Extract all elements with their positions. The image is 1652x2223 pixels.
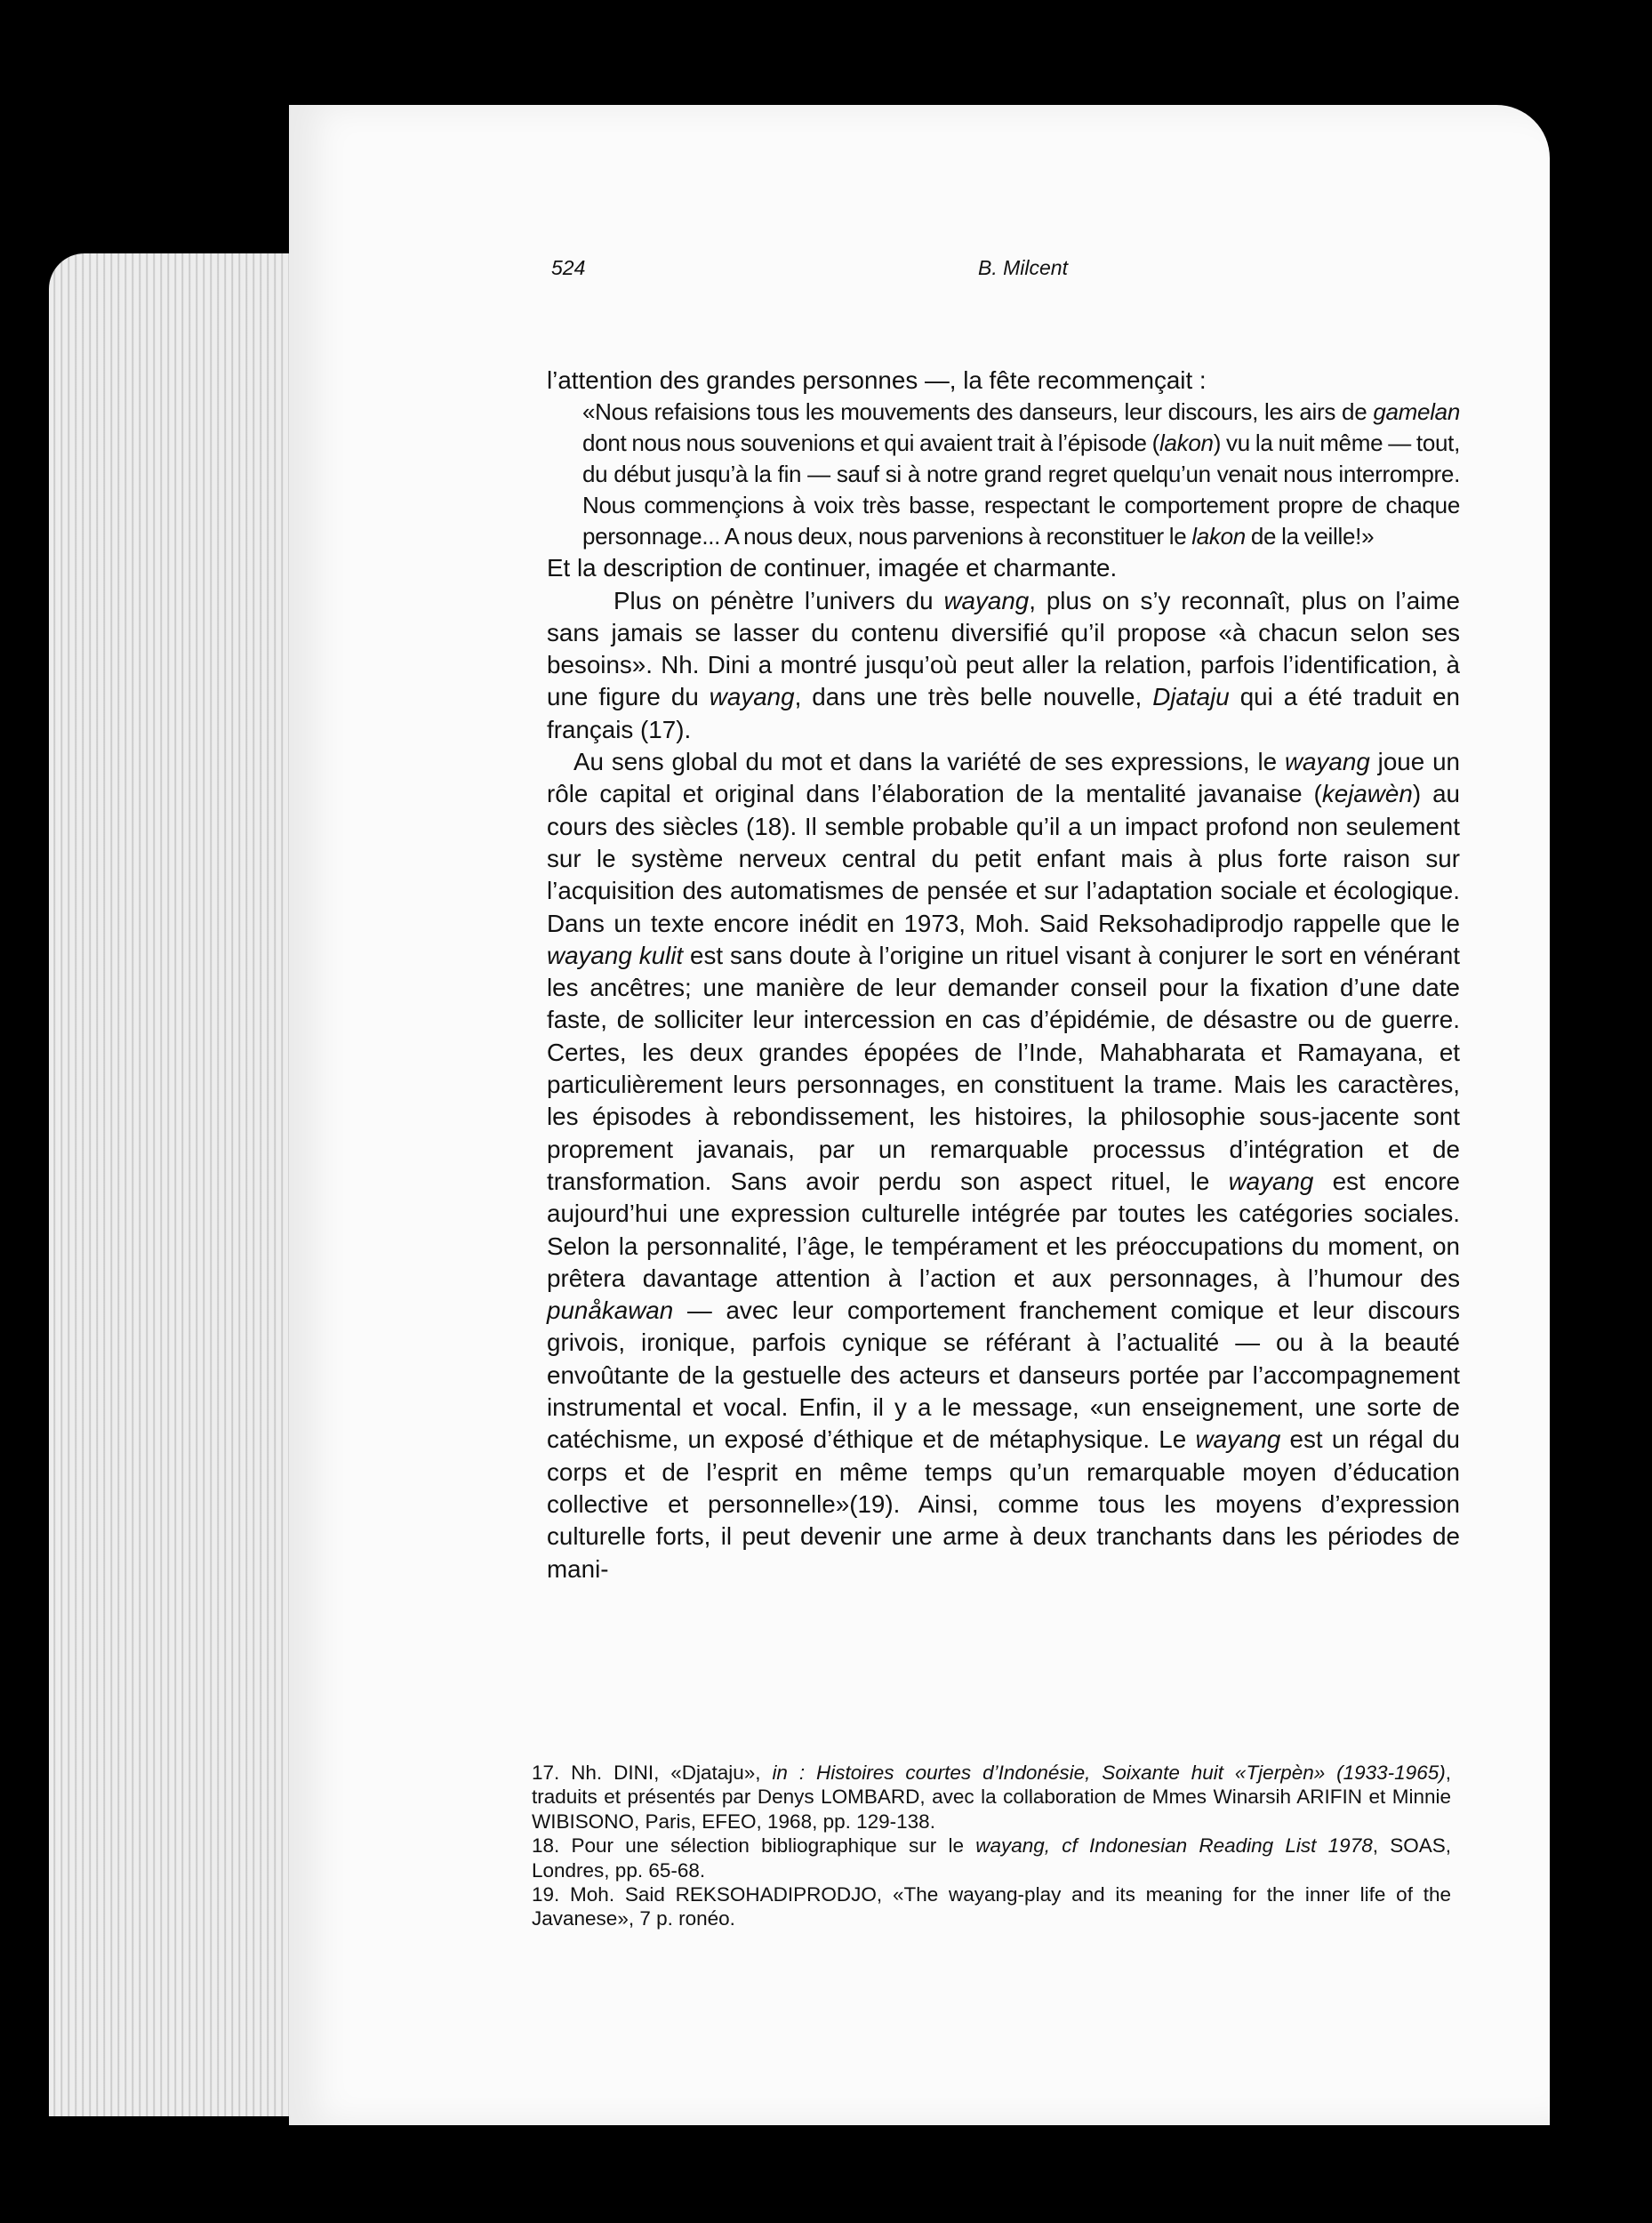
term-kejawen: kejawèn bbox=[1321, 780, 1413, 808]
text-run: joue un rôle capital et original dans l’élaboration de la mentalité javanaise ( bbox=[547, 748, 1461, 808]
page-number: 524 bbox=[551, 256, 586, 279]
block-quote bbox=[582, 397, 1460, 552]
quote-text-d: de la veille!» bbox=[1245, 523, 1375, 550]
text-run: , dans une très belle nouvelle, bbox=[794, 683, 1153, 711]
footnotes bbox=[532, 1761, 1451, 1931]
term-lakon: lakon bbox=[1191, 523, 1246, 550]
term-wayang: wayang bbox=[1195, 1425, 1281, 1454]
text-run: ) au cours des siècles (18). Il semble probable qu’il a un impact profond non seulement sur le système nerveux central du petit enfant mais à plus forte raison sur l’acquisition des automatismes de pensée et sur l’adaptation sociale et écologique. Dans un texte encore inédit en 1973, Moh. Said Reksohadiprodjo rappelle que le bbox=[547, 780, 1460, 937]
text-run: Au sens global du mot et dans la variété de ses expressions, le bbox=[573, 748, 1285, 776]
text-run: — avec leur comportement franchement comique et leur discours grivois, ironique, parfois cynique se référant à l’actualité — ou à la beauté envoûtante de la gestuelle des acteurs et danseurs portée par l’accompagnement instrumental et vocal. Enfin, il y a le message, «un enseignement, une sorte de catéchisme, un exposé d’éthique et de métaphysique. Le bbox=[547, 1296, 1460, 1454]
text-run: , plus on s’y reconnaît, plus on l’aime sans jamais se lasser du contenu diversifié qu’il propose «à chacun selon ses besoins». Nh. Dini a montré jusqu’où peut aller la relation, parfois l’identification, à une figure du bbox=[547, 586, 1460, 711]
paragraph-sens-global bbox=[547, 746, 1460, 1585]
book-page-edges bbox=[49, 253, 325, 2116]
footnote-18 bbox=[532, 1834, 1451, 1882]
footnote-text: , SOAS, Londres, pp. 65-68. bbox=[532, 1834, 1452, 1882]
text-run: est un régal du corps et de l’esprit en même temps qu’un remarquable moyen d’éducation collective et personnelle»(19). Ainsi, comme tous les moyens d’expression culturelle forts, il peut devenir une arme à deux tranchants dans les périodes de mani- bbox=[547, 1425, 1460, 1583]
body-text bbox=[547, 365, 1460, 1585]
running-header bbox=[551, 256, 1467, 286]
term-punakawan: punåkawan bbox=[547, 1296, 674, 1325]
term-wayang: wayang bbox=[709, 683, 795, 711]
footnote-italic: in : Histoires courtes d’Indonésie, Soixante huit «Tjerpèn» (1933-1965) bbox=[772, 1762, 1446, 1784]
running-head-author: B. Milcent bbox=[978, 256, 1068, 279]
term-lakon: lakon bbox=[1159, 429, 1214, 457]
term-wayang-kulit: wayang kulit bbox=[547, 941, 684, 969]
text-run: est encore aujourd’hui une expression culturelle intégrée par toutes les catégories sociales. Selon la personnalité, l’âge, le tempérament et les préoccupations du moment, on prêtera davantage attention à l’action et aux personnages, à l’humour des bbox=[547, 1167, 1460, 1292]
term-wayang: wayang bbox=[1228, 1167, 1314, 1195]
quote-text-c: ) vu la nuit même — tout, du début jusqu’à la fin — sauf si à notre grand regret quelqu’un venait nous interrompre. Nous commençions à voix très basse, respectant le comportement propre de chaque personnage... A nous deux, nous parvenions à reconstituer le bbox=[582, 429, 1460, 550]
paragraph-continuation: l’attention des grandes personnes —, la fête recommençait : bbox=[547, 366, 1207, 394]
paragraph-univers bbox=[547, 585, 1460, 746]
text-run: Plus on pénètre l’univers du bbox=[613, 586, 944, 614]
title-djataju: Djataju bbox=[1152, 683, 1230, 711]
footnote-19: 19. Moh. Said REKSOHADIPRODJO, «The wayang-play and its meaning for the inner life of the Javanese», 7 p. ronéo. bbox=[532, 1883, 1451, 1930]
footnote-text: , traduits et présentés par Denys LOMBARD, avec la collaboration de Mmes Winarsih ARIFIN et Minnie WIBISONO, Paris, EFEO, 1968, pp. 129-138. bbox=[532, 1762, 1451, 1833]
quote-text-b: dont nous nous souvenions et qui avaient trait à l’épisode ( bbox=[582, 429, 1160, 457]
term-wayang: wayang bbox=[1284, 748, 1370, 776]
footnote-17 bbox=[532, 1761, 1451, 1834]
footnote-text: 17. Nh. DINI, «Djataju», bbox=[532, 1762, 773, 1784]
text-run: est sans doute à l’origine un rituel visant à conjurer le sort en vénérant les ancêtres; une manière de leur demander conseil pour la fixation d’une date faste, de solliciter leur intercession en cas d’épidémie, de désastre ou de guerre. Certes, les deux grandes épopées de l’Inde, Mahabharata et Ramayana, et particulièrement leurs personnages, en constituent la trame. Mais les caractères, les épisodes à rebondissement, les histoires, la philosophie sous-jacente sont proprement javanais, par un remarquable processus d’intégration et de transformation. Sans avoir perdu son aspect rituel, le bbox=[547, 941, 1460, 1195]
text-run: qui a été traduit en français (17). bbox=[547, 683, 1461, 743]
footnote-italic: wayang, cf Indonesian Reading List 1978 bbox=[975, 1834, 1373, 1858]
footnote-text: 18. Pour une sélection bibliographique sur le bbox=[532, 1834, 976, 1858]
term-gamelan: gamelan bbox=[1373, 398, 1460, 426]
term-wayang: wayang bbox=[943, 586, 1030, 614]
paragraph-description: Et la description de continuer, imagée et charmante. bbox=[547, 554, 1118, 582]
quote-text-a: «Nous refaisions tous les mouvements des danseurs, leur discours, les airs de bbox=[582, 398, 1374, 426]
